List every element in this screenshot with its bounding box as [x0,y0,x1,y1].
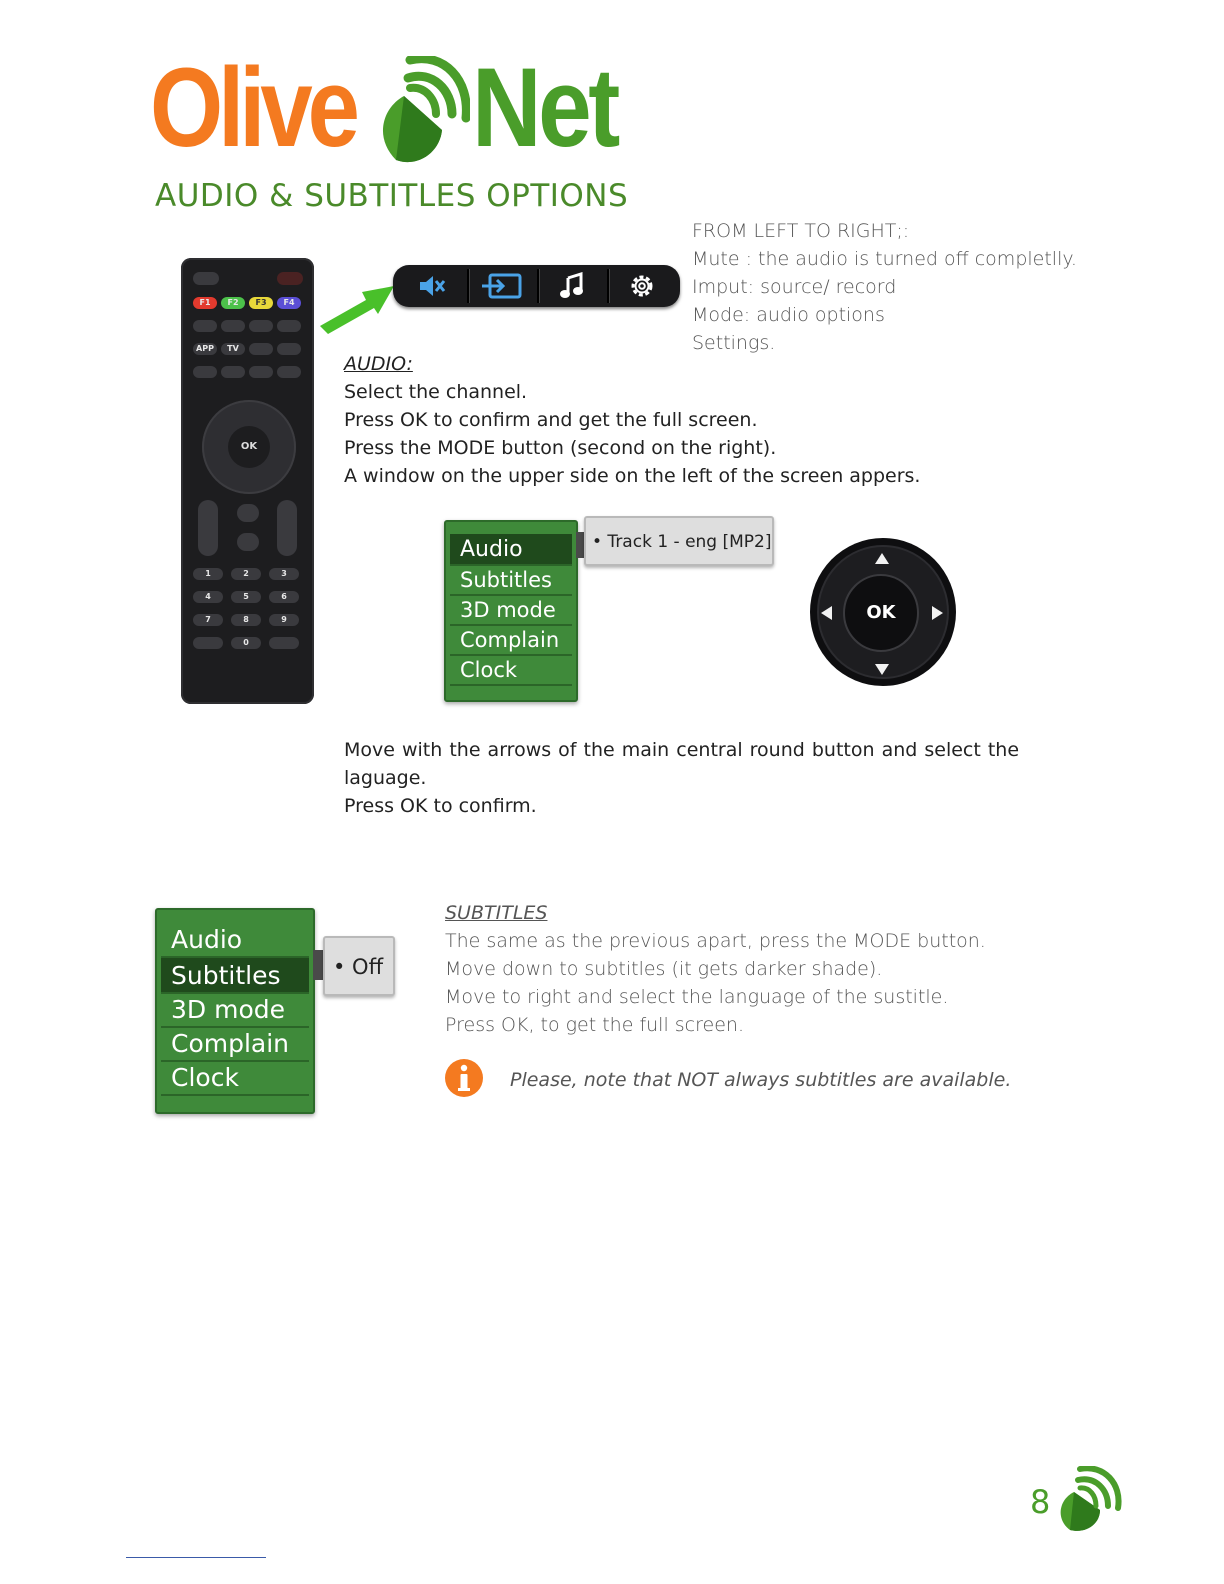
subtitles-menu-image [155,908,315,1114]
remote-mute-key [193,320,217,332]
remote-dpad [202,400,296,494]
legend-line: FROM LEFT TO RIGHT;: [692,220,910,242]
toolbar-mute [397,265,467,307]
legend-line: Settings. [692,332,776,354]
legend-line: Imput: source/ record [692,276,897,298]
remote-f1-key: F1 [193,297,217,309]
audio-line: Select the channel. [344,381,528,403]
remote-f4-key: F4 [277,297,301,309]
remote-forward-key [277,366,301,378]
remote-key-right [269,637,299,649]
info-icon [444,1058,484,1098]
mode-toolbar-image [393,265,680,307]
remote-key-2: 2 [231,568,261,580]
audio-track-popup: • Track 1 - eng [MP2] [584,516,774,566]
remote-f3-key: F3 [249,297,273,309]
remote-channel-rocker [277,500,297,556]
audio-section [344,350,920,490]
remote-next-key [221,366,245,378]
remote-key-1: 1 [193,568,223,580]
remote-power-icon [193,272,219,285]
menu-item-audio: Audio [450,534,572,566]
toolbar-input [467,265,537,307]
music-note-icon [559,272,585,300]
subtitles-line: Press OK, to get the full screen. [445,1014,744,1036]
remote-input-key [221,320,245,332]
availability-note: Please, note that NOT always subtitles are available. [510,1069,1012,1091]
toolbar-mode [537,265,607,307]
remote-key-4: 4 [193,591,223,603]
menu-item-subtitles: Subtitles [161,958,309,994]
menu-item-subtitles: Subtitles [450,566,572,596]
footer-leaf-icon [1056,1466,1122,1532]
page-number: 8 [1030,1483,1051,1521]
remote-tv-key: TV [221,343,245,355]
remote-key-left [193,637,223,649]
remote-setup-key [277,320,301,332]
logo-olive-text: Olive [150,45,355,170]
menu-item-clock: Clock [450,656,572,686]
remote-stop-key [237,533,259,551]
remote-rewind-key [249,366,273,378]
remote-key-8: 8 [231,614,261,626]
subtitles-line: Move to right and select the language of the sustitle. [445,986,949,1008]
audio-line: Press OK to confirm and get the full screen. [344,409,758,431]
move-line: Move with the arrows of the main central round button and select the [344,739,1020,761]
move-paragraph [344,736,1102,820]
gear-icon [628,272,656,300]
remote-kb-key [277,343,301,355]
audio-line: Press the MODE button (second on the right). [344,437,777,459]
move-line: Press OK to confirm. [344,795,537,817]
toolbar-legend [692,217,1077,357]
menu-item-audio: Audio [161,922,309,958]
remote-power-red-icon [277,272,303,285]
menu-item-complain: Complain [450,626,572,656]
move-line: laguage. [344,767,427,789]
audio-menu-image [444,520,578,702]
remote-volume-rocker [198,500,218,556]
input-icon [480,272,524,300]
subtitles-section [445,899,986,1039]
logo-leaf-icon [374,56,470,168]
remote-app-key: APP [193,343,217,355]
subtitles-heading: SUBTITLES [445,902,548,924]
audio-line: A window on the upper side on the left of the screen appers. [344,465,921,487]
remote-mode-key [249,320,273,332]
remote-key-7: 7 [193,614,223,626]
remote-key-5: 5 [231,591,261,603]
mute-icon [417,273,447,299]
subtitle-off-popup: • Off [323,936,395,996]
remote-menu-key [249,343,273,355]
remote-key-9: 9 [269,614,299,626]
menu-item-complain: Complain [161,1028,309,1062]
legend-line: Mode: audio options [692,304,885,326]
legend-line: Mute : the audio is turned off completlly. [692,248,1077,270]
remote-f2-key: F2 [221,297,245,309]
menu-item-3d-mode: 3D mode [450,596,572,626]
green-arrow-icon [316,282,396,334]
logo-net-text: Net [472,45,617,170]
footnote-divider [126,1557,266,1558]
remote-play-pause-key [237,504,259,522]
subtitles-line: The same as the previous apart, press the MODE button. [445,930,986,952]
olivenet-logo [150,45,650,172]
toolbar-settings [607,265,677,307]
remote-control-image [181,258,314,704]
remote-prev-key [193,366,217,378]
page-title: AUDIO & SUBTITLES OPTIONS [155,178,629,214]
remote-key-6: 6 [269,591,299,603]
remote-key-0: 0 [231,637,261,649]
audio-heading: AUDIO: [344,353,413,375]
okpad-label: OK [866,602,896,623]
remote-key-3: 3 [269,568,299,580]
menu-item-clock: Clock [161,1062,309,1096]
remote-ok-key: OK [228,426,270,468]
subtitles-line: Move down to subtitles (it gets darker shade). [445,958,883,980]
menu-item-3d-mode: 3D mode [161,994,309,1028]
